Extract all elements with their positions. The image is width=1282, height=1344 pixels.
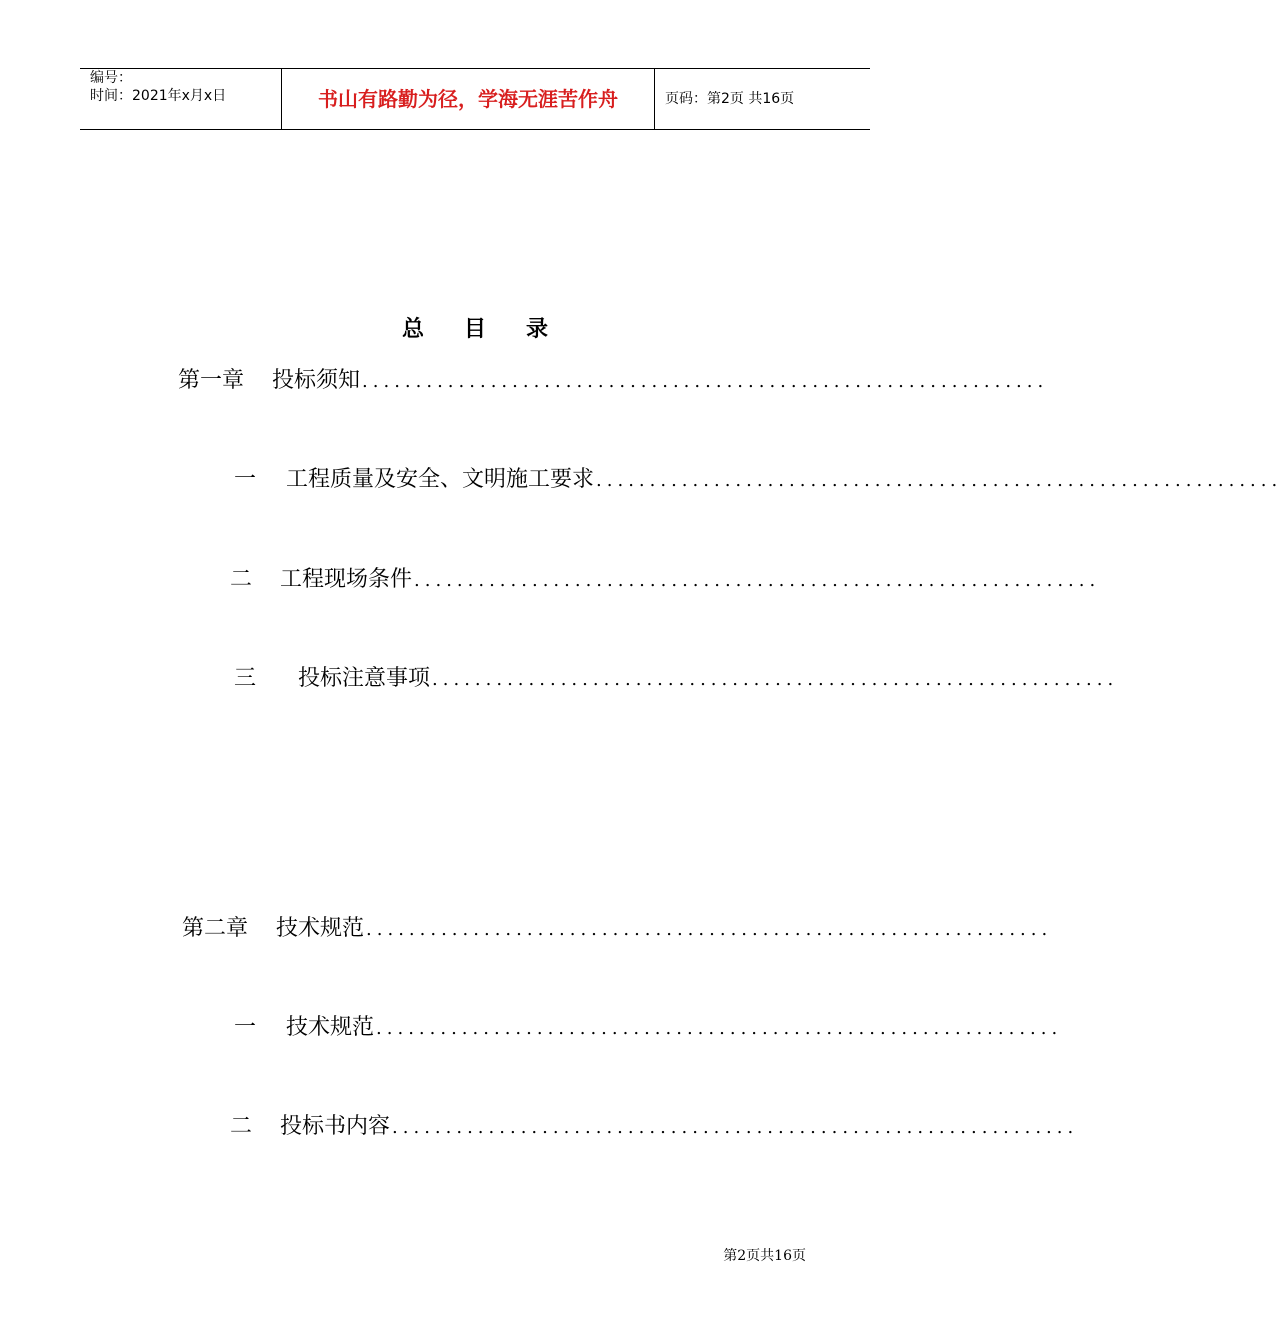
toc-entry-title: 工程质量及安全、文明施工要求 xyxy=(286,467,595,492)
header-meta-cell xyxy=(80,69,282,129)
toc-entry-1-2[interactable] xyxy=(230,563,1101,597)
toc-entry-title: 工程现场条件 xyxy=(280,567,413,592)
page-header xyxy=(80,68,870,130)
toc-entry-number: 三 xyxy=(234,666,257,691)
toc-entry-number: 一 xyxy=(234,1015,257,1040)
toc-entry-2-2[interactable] xyxy=(230,1110,1079,1144)
header-page-cell xyxy=(655,69,870,129)
date-line: 时间：2021年x月x日 xyxy=(90,88,227,104)
toc-entry-1-3[interactable] xyxy=(234,662,1119,696)
toc-entry-title: 投标书内容 xyxy=(280,1114,391,1139)
toc-dot-leader: ................................................................ xyxy=(366,919,1053,940)
toc-dot-leader: ................................................................ xyxy=(432,669,1119,690)
toc-entry-chapter-2[interactable] xyxy=(182,912,1053,946)
header-motto: 书山有路勤为径，学海无涯苦作舟 xyxy=(318,87,618,111)
toc-entry-number: 二 xyxy=(230,567,253,592)
toc-entry-number: 第二章 xyxy=(182,916,249,941)
toc-dot-leader: ................................................................ xyxy=(414,570,1101,591)
page-footer-number: 第2页共16页 xyxy=(723,1248,806,1264)
toc-dot-leader: ................................................................ xyxy=(362,371,1049,392)
toc-entry-1-1[interactable] xyxy=(234,463,1282,497)
toc-dot-leader: ................................................................ xyxy=(596,470,1282,491)
toc-entry-chapter-1[interactable] xyxy=(178,364,1049,398)
header-motto-cell xyxy=(282,69,655,129)
serial-label: 编号： xyxy=(90,70,132,86)
toc-entry-2-1[interactable] xyxy=(234,1011,1063,1045)
toc-dot-leader: ................................................................ xyxy=(392,1117,1079,1138)
toc-entry-number: 二 xyxy=(230,1114,253,1139)
toc-entry-title: 投标注意事项 xyxy=(298,666,431,691)
toc-entry-title: 投标须知 xyxy=(272,368,361,393)
document-title: 总目录 xyxy=(401,317,588,342)
toc-entry-title: 技术规范 xyxy=(286,1015,375,1040)
toc-entry-number: 一 xyxy=(234,467,257,492)
header-page-info: 页码：第2页 共16页 xyxy=(665,91,795,107)
toc-dot-leader: ................................................................ xyxy=(376,1018,1063,1039)
toc-entry-title: 技术规范 xyxy=(276,916,365,941)
toc-entry-number: 第一章 xyxy=(178,368,245,393)
